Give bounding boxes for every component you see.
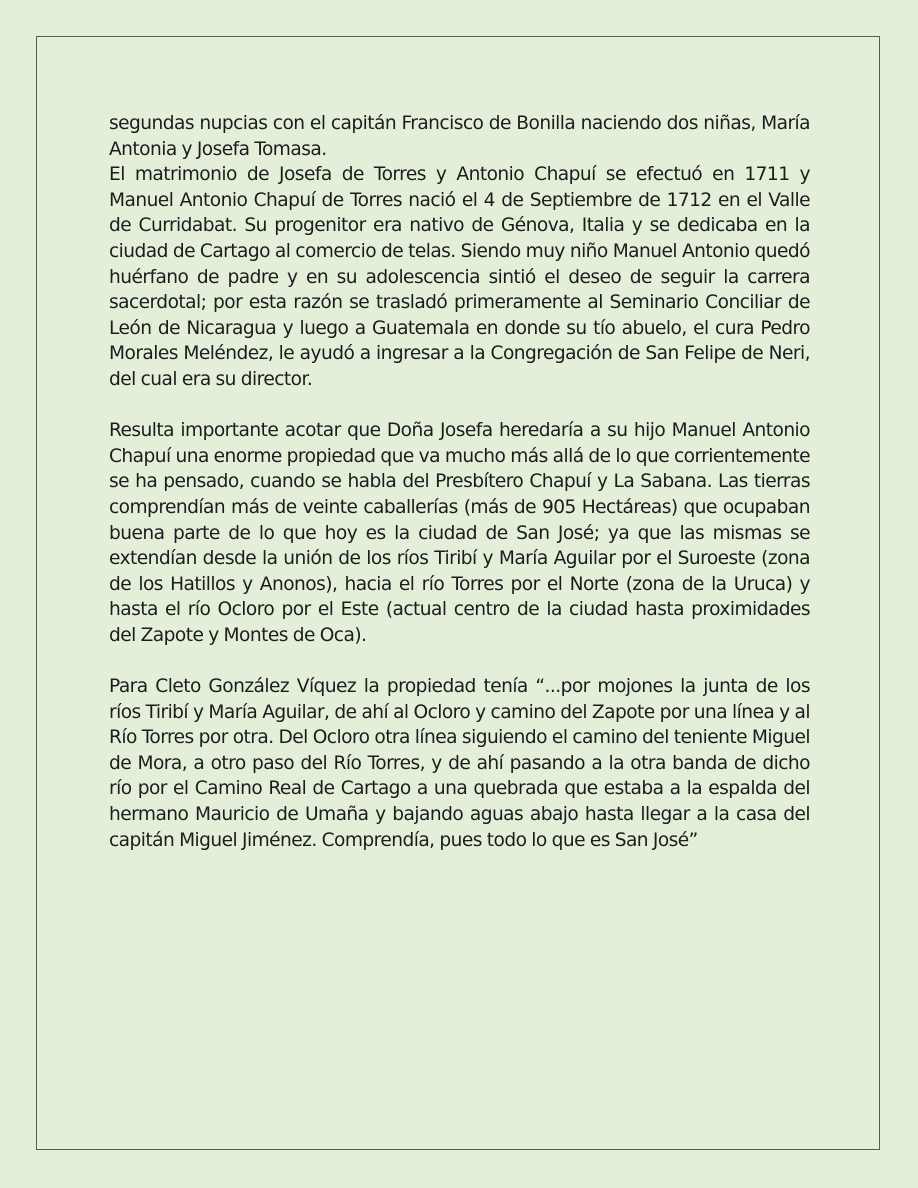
paragraph-inheritance: Resulta importante acotar que Doña Josefa heredaría a su hijo Manuel Antonio Chapuí una enorme propiedad que va mucho más allá de lo que corrientemente se ha pensado, cuando se habla del Presbítero Chapuí y La Sabana. Las tierras comprendían más de veinte caballerías (más de 905 Hectáreas) que ocupaban buena parte de lo que hoy es la ciudad de San José; ya que las mismas se extendían desde la unión de los ríos Tiribí y María Aguilar por el Suroeste (zona de los Hatillos y Anonos), hacia el río Torres por el Norte (zona de la Uruca) y hasta el río Ocloro por el Este (actual centro de la ciudad hasta proximidades del Zapote y Montes de Oca). [109,420,810,646]
paragraph-quote: Para Cleto González Víquez la propiedad tenía “...por mojones la junta de los ríos Tiribí y María Aguilar, de ahí al Ocloro y camino del Zapote por una línea y al Río Torres por otra. Del Ocloro otra línea siguiendo el camino del teniente Miguel de Mora, a otro paso del Río Torres, y de ahí pasando a la otra banda de dicho río por el Camino Real de Cartago a una quebrada que estaba a la espalda del hermano Mauricio de Umaña y bajando aguas abajo hasta llegar a la casa del capitán Miguel Jiménez. Comprendía, pues todo lo que es San José” [109,676,810,851]
paragraph-continuation: segundas nupcias con el capitán Francisco de Bonilla naciendo dos niñas, María Antonia y Josefa Tomasa. [109,113,810,160]
document-body [109,111,810,853]
paragraph-marriage: El matrimonio de Josefa de Torres y Antonio Chapuí se efectuó en 1711 y Manuel Antonio Chapuí de Torres nació el 4 de Septiembre de 1712 en el Valle de Curridabat. Su progenitor era nativo de Génova, Italia y se dedicaba en la ciudad de Cartago al comercio de telas. Siendo muy niño Manuel Antonio quedó huérfano de padre y en su adolescencia sintió el deseo de seguir la carrera sacerdotal; por esta razón se trasladó primeramente al Seminario Conciliar de León de Nicaragua y luego a Guatemala en donde su tío abuelo, el cura Pedro Morales Meléndez, le ayudó a ingresar a la Congregación de San Felipe de Neri, del cual era su director. [109,164,810,390]
